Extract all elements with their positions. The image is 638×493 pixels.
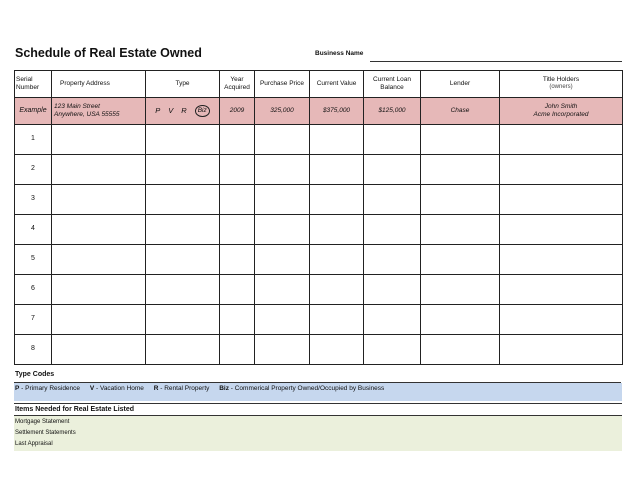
col-title-holders-label: Title Holders: [542, 76, 580, 84]
col-purchase-price: Purchase Price: [255, 71, 310, 98]
cell-current[interactable]: [310, 125, 364, 155]
business-name-label: Business Name: [315, 50, 364, 57]
row-number: 3: [15, 185, 52, 215]
cell-lender[interactable]: [421, 125, 500, 155]
col-type: Type: [146, 71, 220, 98]
table-header-row: [15, 71, 623, 98]
example-row: [15, 98, 623, 125]
cell-purchase[interactable]: [255, 305, 310, 335]
cell-lender[interactable]: [421, 185, 500, 215]
cell-address[interactable]: [52, 245, 146, 275]
col-title-holders: [500, 71, 623, 98]
col-property-address: Property Address: [52, 71, 146, 98]
cell-lender[interactable]: [421, 215, 500, 245]
code-r-text: - Rental Property: [158, 385, 210, 392]
example-loan: $125,000: [364, 98, 421, 125]
code-biz: Biz: [219, 385, 229, 392]
code-biz-text: - Commerical Property Owned/Occupied by Business: [228, 385, 385, 392]
cell-current[interactable]: [310, 245, 364, 275]
cell-loan[interactable]: [364, 215, 421, 245]
example-lender: Chase: [421, 98, 500, 125]
items-needed-heading: Items Needed for Real Estate Listed: [14, 403, 622, 416]
col-lender: Lender: [421, 71, 500, 98]
cell-current[interactable]: [310, 185, 364, 215]
cell-purchase[interactable]: [255, 215, 310, 245]
example-type: [146, 98, 220, 125]
items-needed-list: [14, 416, 622, 451]
col-serial-number: [15, 71, 52, 98]
cell-holders[interactable]: [500, 215, 623, 245]
cell-address[interactable]: [52, 215, 146, 245]
type-codes-heading: Type Codes: [14, 371, 621, 383]
cell-loan[interactable]: [364, 275, 421, 305]
row-number: 4: [15, 215, 52, 245]
table-row: [15, 125, 623, 155]
table-row: [15, 305, 623, 335]
cell-address[interactable]: [52, 125, 146, 155]
list-item: Mortgage Statement: [15, 419, 70, 425]
row-number: 8: [15, 335, 52, 365]
cell-holders[interactable]: [500, 275, 623, 305]
cell-purchase[interactable]: [255, 245, 310, 275]
cell-holders[interactable]: [500, 125, 623, 155]
cell-purchase[interactable]: [255, 275, 310, 305]
cell-lender[interactable]: [421, 305, 500, 335]
example-holders: [500, 98, 623, 125]
row-number: 1: [15, 125, 52, 155]
cell-address[interactable]: [52, 155, 146, 185]
cell-year[interactable]: [220, 185, 255, 215]
cell-address[interactable]: [52, 305, 146, 335]
example-holder-line2: Acme Incorporated: [533, 111, 589, 118]
table-row: [15, 215, 623, 245]
example-address-line1: 123 Main Street: [54, 102, 100, 110]
row-number: 2: [15, 155, 52, 185]
cell-type[interactable]: [146, 275, 220, 305]
col-serial-number-label: Serial Number: [16, 75, 40, 91]
table-row: [15, 185, 623, 215]
cell-type[interactable]: [146, 185, 220, 215]
cell-type[interactable]: [146, 335, 220, 365]
real-estate-table: [14, 70, 623, 365]
code-r: R: [153, 385, 159, 392]
col-current-value: Current Value: [310, 71, 364, 98]
col-current-loan-balance: Current Loan Balance: [364, 71, 421, 98]
cell-year[interactable]: [220, 305, 255, 335]
cell-loan[interactable]: [364, 185, 421, 215]
col-title-holders-sub: (owners): [549, 84, 573, 91]
page-title: Schedule of Real Estate Owned: [15, 46, 202, 60]
cell-year[interactable]: [220, 245, 255, 275]
example-address-line2: Anywhere, USA 55555: [54, 111, 120, 118]
cell-holders[interactable]: [500, 245, 623, 275]
cell-lender[interactable]: [421, 335, 500, 365]
cell-lender[interactable]: [421, 275, 500, 305]
cell-purchase[interactable]: [255, 185, 310, 215]
example-address: [52, 98, 146, 125]
cell-loan[interactable]: [364, 155, 421, 185]
example-purchase: 325,000: [255, 98, 310, 125]
cell-holders[interactable]: [500, 335, 623, 365]
cell-current[interactable]: [310, 275, 364, 305]
cell-year[interactable]: [220, 155, 255, 185]
cell-type[interactable]: [146, 305, 220, 335]
code-p-text: - Primary Residence: [19, 385, 81, 392]
cell-year[interactable]: [220, 215, 255, 245]
code-v: V: [89, 385, 95, 392]
cell-purchase[interactable]: [255, 125, 310, 155]
cell-loan[interactable]: [364, 335, 421, 365]
cell-loan[interactable]: [364, 245, 421, 275]
cell-purchase[interactable]: [255, 335, 310, 365]
cell-loan[interactable]: [364, 305, 421, 335]
cell-year[interactable]: [220, 275, 255, 305]
example-holder-line1: John Smith: [544, 102, 578, 110]
row-number: 5: [15, 245, 52, 275]
cell-address[interactable]: [52, 185, 146, 215]
cell-type[interactable]: [146, 125, 220, 155]
cell-current[interactable]: [310, 335, 364, 365]
cell-address[interactable]: [52, 275, 146, 305]
business-name-field[interactable]: [370, 61, 622, 62]
cell-year[interactable]: [220, 125, 255, 155]
col-year-acquired: Year Acquired: [220, 71, 255, 98]
example-label: Example: [15, 98, 52, 125]
row-number: 6: [15, 275, 52, 305]
type-r: R: [181, 106, 187, 116]
cell-type[interactable]: [146, 155, 220, 185]
cell-holders[interactable]: [500, 185, 623, 215]
cell-address[interactable]: [52, 335, 146, 365]
table-row: [15, 155, 623, 185]
cell-purchase[interactable]: [255, 155, 310, 185]
row-number: 7: [15, 305, 52, 335]
type-codes-legend: [14, 383, 622, 401]
cell-type[interactable]: [146, 245, 220, 275]
type-biz-circled: Biz: [195, 105, 210, 118]
cell-current[interactable]: [310, 215, 364, 245]
cell-lender[interactable]: [421, 245, 500, 275]
code-v-text: - Vacation Home: [94, 385, 144, 392]
type-v: V: [168, 106, 174, 116]
cell-loan[interactable]: [364, 125, 421, 155]
cell-current[interactable]: [310, 155, 364, 185]
type-p: P: [155, 106, 161, 116]
list-item: Settlement Statements: [15, 430, 76, 436]
cell-current[interactable]: [310, 305, 364, 335]
example-current: $375,000: [310, 98, 364, 125]
example-year: 2009: [220, 98, 255, 125]
cell-year[interactable]: [220, 335, 255, 365]
list-item: Last Appraisal: [15, 441, 53, 447]
table-row: [15, 275, 623, 305]
table-row: [15, 335, 623, 365]
cell-type[interactable]: [146, 215, 220, 245]
cell-holders[interactable]: [500, 305, 623, 335]
cell-lender[interactable]: [421, 155, 500, 185]
code-p: P: [15, 385, 20, 392]
table-row: [15, 245, 623, 275]
cell-holders[interactable]: [500, 155, 623, 185]
